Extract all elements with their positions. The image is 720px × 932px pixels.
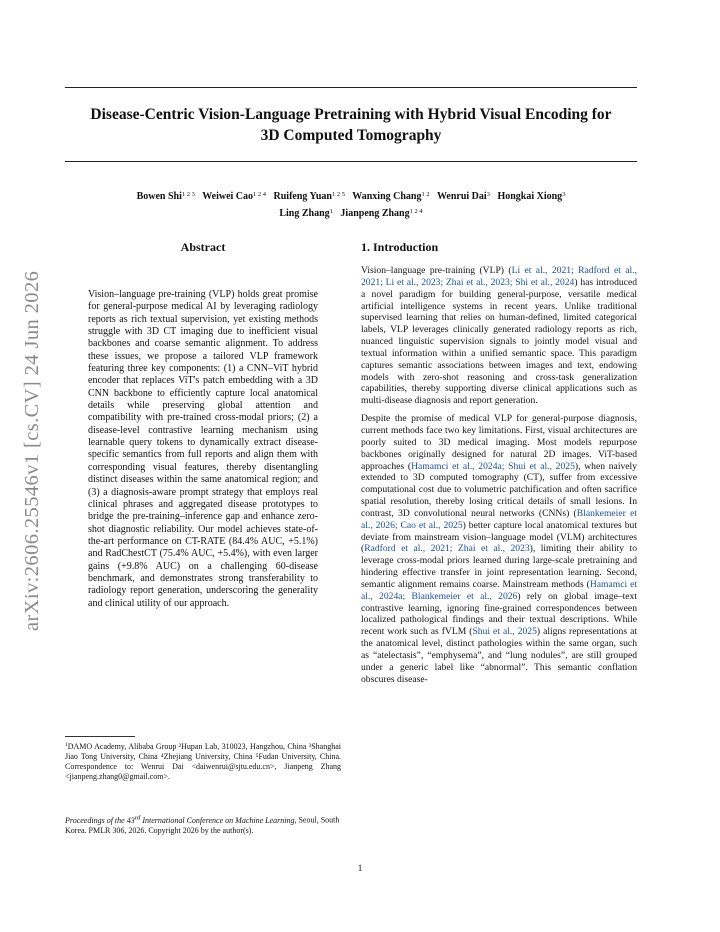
arxiv-stamp: arXiv:2606.25546v1 [cs.CV] 24 Jun 2026 xyxy=(21,270,43,632)
author: Weiwei Cao$^{1 2 4}$ xyxy=(202,191,267,202)
affiliation-footnote: $^1$DAMO Academy, Alibaba Group ²Hupan Lab, 310023, Hangzhou, China ³Shanghai Jiao Tong University, China ⁴Zhejiang University, China ⁵Fudan University, China. Correspondence to: Wenrui Dai <daiwenrui@sjtu.edu.cn>, Jianpeng Zhang <jianpeng.zhang0@gmail.com>. xyxy=(65,742,341,781)
page-number: 1 xyxy=(357,863,363,874)
intro-body xyxy=(361,265,637,692)
intro-heading: 1. Introduction xyxy=(361,240,439,254)
citation-link[interactable]: Radford et al., 2021; Zhai et al., 2023 xyxy=(364,543,530,555)
citation-link[interactable]: Blankemeier et al., 2026; Cao et al., 2025 xyxy=(361,507,638,531)
author: Ling Zhang$^1$ xyxy=(279,208,333,219)
intro-paragraph-2: Despite the promise of medical VLP for general-purpose diagnosis, current methods face two key limitations. First, visual architectures are poorly suited to 3D medical imaging. Most models repurpose backbones originally designed for natural 2D images. ViT-based approaches (Hamamci et al., 2024a; Shui et al., 2025), when naively extended to 3D computed tomography (CT), suffer from excessive computational cost due to volumetric patchification and often sacrifice spatial resolution, thereby losing critical details of small lesions. In contrast, 3D convolutional neural networks (CNNs) (Blankemeier et al., 2026; Cao et al., 2025) better capture local anatomical textures but deviate from mainstream vision–language model (VLM) architectures (Radford et al., 2021; Zhai et al., 2023), limiting their ability to leverage cross-modal priors learned during large-scale pretraining and hindering effective transfer in joint representation learning. Second, semantic alignment remains coarse. Mainstream methods (Hamamci et al., 2024a; Blankemeier et al., 2026) rely on global image–text contrastive learning, ignoring fine-grained correspondences between localized pathological findings and their textual descriptions. While recent work such as fVLM (Shui et al., 2025) aligns representations at the anatomical level, distinct pathologies within the same organ, such as “atelectasis”, “emphysema”, and “lung nodules”, are still grouped under a generic label like “abnormal”. This semantic conflation obscures disease- xyxy=(361,413,638,685)
author: Jianpeng Zhang$^{1 2 4}$ xyxy=(340,208,423,219)
abstract-text: Vision–language pre-training (VLP) holds great promise for general-purpose medical AI by leveraging radiology reports as rich textual supervision, yet existing methods struggle with 3D CT imaging due to inefficient visual backbones and coarse semantic alignment. To address these issues, we propose a tailored VLP framework featuring three key components: (1) a CNN–ViT hybrid encoder that replaces ViT's patch embedding with a 3D CNN backbone to efficiently capture local anatomical details while preserving global attention and compatibility with pre-trained cross-modal priors; (2) a disease-level contrastive learning mechanism using learnable query tokens to dynamically extract disease-specific semantics from full reports and align them with corresponding visual features, thereby disentangling distinct diseases within the same anatomical region; and (3) a diagnosis-aware prompt strategy that employs real clinical phrases and aggregated disease prototypes to bridge the pre-training–inference gap and enhance zero-shot diagnostic reliability. Our model achieves state-of-the-art performance on CT-RATE (84.4% AUC, +5.1%) and RadChestCT (75.4% AUC, +5.4%), with even larger gains (+9.8% AUC) on a challenging 60-disease benchmark, and demonstrates strong transferability to radiology report generation, underscoring the generality and clinical utility of our approach. xyxy=(88,289,318,609)
title-rule-bottom xyxy=(65,161,637,162)
title-rule-top xyxy=(65,87,637,88)
intro-paragraph-1: Vision–language pre-training (VLP) (Li et al., 2021; Radford et al., 2021; Li et al., 2023; Zhai et al., 2023; Shi et al., 2024) has introduced a novel paradigm for building general-purpose, versatile medical artificial intelligence systems in recent years. Unlike traditional supervised learning that relies on human-defined, limited categorical labels, VLP leverages clinically generated radiology reports as rich, nuanced linguistic supervision signals to jointly model visual and textual information within a unified semantic space. This paradigm captures semantic associations between images and text, endowing models with zero-shot reasoning and cross-task generalization capabilities, thereby supporting diverse clinical applications such as multi-disease diagnosis and report generation. xyxy=(361,265,638,407)
title-line-1: Disease-Centric Vision-Language Pretraining with Hybrid Visual Encoding for xyxy=(90,106,612,123)
footnote-rule xyxy=(65,736,135,737)
citation-link[interactable]: Shui et al., 2025 xyxy=(472,626,537,638)
citation-link[interactable]: Hamamci et al., 2024a; Blankemeier et al., 2026 xyxy=(361,578,637,602)
citation-link[interactable]: Hamamci et al., 2024a; Shui et al., 2025 xyxy=(411,460,575,472)
author-list xyxy=(60,187,642,221)
author: Wenrui Dai$^3$ xyxy=(436,191,490,202)
paper-title xyxy=(60,104,642,146)
author: Bowen Shi$^{1 2 3}$ xyxy=(136,191,195,202)
title-line-2: 3D Computed Tomography xyxy=(260,127,442,144)
citation-link[interactable]: Li et al., 2021; Radford et al., 2021; Li et al., 2023; Zhai et al., 2023; Shi et al., 2024 xyxy=(361,265,638,288)
author: Wanxing Chang$^{1 2}$ xyxy=(352,191,430,202)
proceedings-note: Proceedings of the 43rd International Conference on Machine Learning, Seoul, South Korea. PMLR 306, 2026. Copyright 2026 by the author(s). xyxy=(65,814,340,835)
author: Ruifeng Yuan$^{1 2 5}$ xyxy=(273,191,345,202)
author: Hongkai Xiong$^3$ xyxy=(497,191,566,202)
abstract-heading: Abstract xyxy=(180,240,226,254)
